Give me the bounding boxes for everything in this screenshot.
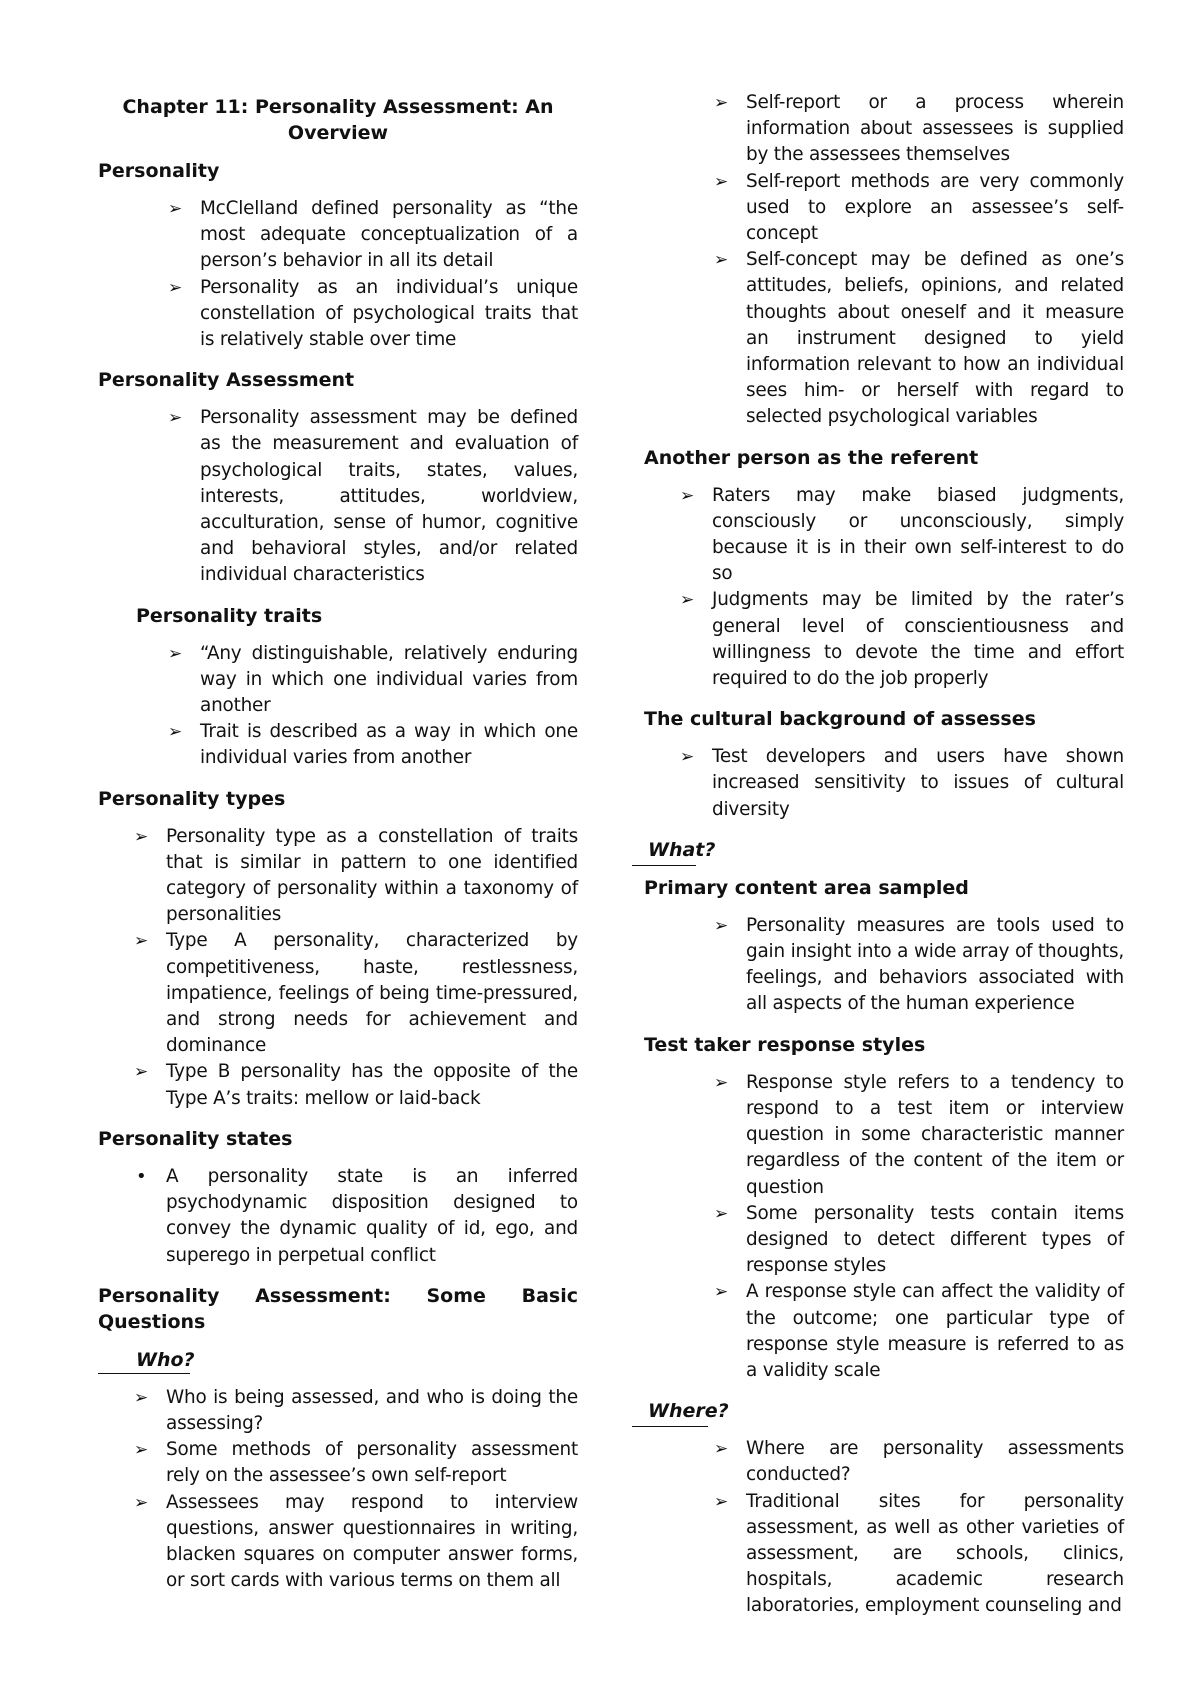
heading-cultural-background: The cultural background of assesses xyxy=(644,708,1036,731)
question-what: What? xyxy=(648,838,716,861)
heading-personality-types: Personality types xyxy=(98,787,286,810)
left-column xyxy=(98,90,578,1608)
list-item: ➢ McClelland defined personality as “the most adequate conceptualization of a person’s behavior in all its detail xyxy=(168,198,578,272)
list-item: ➢ “Any distinguishable, relatively enduring way in which one individual varies from another xyxy=(168,642,578,717)
response-list xyxy=(644,1070,1124,1384)
list-item: ➢ Some methods of personality assessment rely on the assessee’s own self-report xyxy=(134,1439,578,1487)
arrow-bullet-icon: ➢ xyxy=(680,485,695,506)
heading-personality-traits: Personality traits xyxy=(136,604,323,627)
arrow-bullet-icon: ➢ xyxy=(134,1062,149,1083)
dot-bullet-icon: • xyxy=(136,1165,147,1187)
list-item: ➢ Who is being assessed, and who is doing the assessing? xyxy=(134,1386,578,1434)
arrow-bullet-icon: ➢ xyxy=(168,408,183,429)
personality-list xyxy=(98,196,578,353)
chapter-title: Chapter 11: Personality Assessment: An Overview xyxy=(122,96,554,144)
list-item: • A personality state is an inferred psychodynamic disposition designed to convey the dynamic quality of id, ego, and superego in perpetual conflict xyxy=(136,1165,578,1266)
list-item: ➢ Personality as an individual’s unique constellation of psychological traits that is relatively stable over time xyxy=(168,276,578,351)
arrow-bullet-icon: ➢ xyxy=(134,826,149,847)
arrow-bullet-icon: ➢ xyxy=(714,250,729,271)
list-item: ➢ Raters may make biased judgments, consciously or unconsciously, simply because it is in their own self-interest to do so xyxy=(680,484,1124,585)
list-item: ➢ Judgments may be limited by the rater’s general level of conscientiousness and willingness to devote the time and effort required to do the job properly xyxy=(680,589,1124,690)
list-item: ➢ Trait is described as a way in which one individual varies from another xyxy=(168,721,578,769)
arrow-bullet-icon: ➢ xyxy=(168,199,183,219)
arrow-bullet-icon: ➢ xyxy=(134,931,149,952)
list-item: ➢ Self-concept may be defined as one’s attitudes, beliefs, opinions, and related thoughts about oneself and it measure an instrument designed to yield information relevant to how an individual sees him- or herself with regard to selected psychological variables xyxy=(714,249,1124,428)
where-underline xyxy=(632,1426,708,1427)
list-item: ➢ Assessees may respond to interview questions, answer questionnaires in writing, blacken squares on computer answer forms, or sort cards with various terms on them all xyxy=(134,1491,578,1592)
heading-personality-states: Personality states xyxy=(98,1127,293,1150)
list-item: ➢ Self-report methods are very commonly used to explore an assessee’s self-concept xyxy=(714,170,1124,245)
list-item: ➢ Test developers and users have shown increased sensitivity to issues of cultural diversity xyxy=(680,746,1124,820)
self-report-list xyxy=(644,90,1124,431)
where-list xyxy=(644,1436,1124,1619)
list-item: ➢ Type B personality has the opposite of the Type A’s traits: mellow or laid-back xyxy=(134,1061,578,1109)
arrow-bullet-icon: ➢ xyxy=(714,1203,729,1224)
arrow-bullet-icon: ➢ xyxy=(168,722,183,743)
types-list xyxy=(98,824,578,1112)
arrow-bullet-icon: ➢ xyxy=(680,747,695,768)
list-item: ➢ Self-report or a process wherein information about assessees is supplied by the assessees themselves xyxy=(714,92,1124,166)
arrow-bullet-icon: ➢ xyxy=(714,171,729,192)
list-item: ➢ Where are personality assessments conducted? xyxy=(714,1438,1124,1486)
arrow-bullet-icon: ➢ xyxy=(134,1387,149,1408)
list-item: ➢ Response style refers to a tendency to respond to a test item or interview question in some characteristic manner regardless of the content of the item or question xyxy=(714,1071,1124,1198)
assessment-list xyxy=(98,405,578,588)
right-column xyxy=(644,90,1124,1634)
arrow-bullet-icon: ➢ xyxy=(168,277,183,298)
list-item: ➢ Some personality tests contain items designed to detect different types of response styles xyxy=(714,1202,1124,1277)
arrow-bullet-icon: ➢ xyxy=(714,915,729,936)
arrow-bullet-icon: ➢ xyxy=(714,1072,729,1093)
list-item: ➢ A response style can affect the validity of the outcome; one particular type of response style measure is referred to as a validity scale xyxy=(714,1281,1124,1381)
list-item: ➢ Traditional sites for personality assessment, as well as other varieties of assessment, are schools, clinics, hospitals, academic research laboratories, employment counseling and xyxy=(714,1490,1124,1617)
what-underline xyxy=(632,865,696,866)
question-where: Where? xyxy=(648,1400,729,1423)
arrow-bullet-icon: ➢ xyxy=(714,1439,729,1460)
list-item: ➢ Personality type as a constellation of traits that is similar in pattern to one identified category of personality within a taxonomy of personalities xyxy=(134,825,578,926)
arrow-bullet-icon: ➢ xyxy=(134,1492,149,1513)
arrow-bullet-icon: ➢ xyxy=(680,590,695,611)
question-who: Who? xyxy=(136,1348,195,1371)
heading-basic-questions: Personality Assessment: Some Basic Questions xyxy=(98,1284,578,1333)
heading-personality-assessment: Personality Assessment xyxy=(98,369,355,392)
traits-list xyxy=(98,641,578,772)
arrow-bullet-icon: ➢ xyxy=(134,1440,149,1461)
heading-another-person: Another person as the referent xyxy=(644,446,979,469)
who-list xyxy=(98,1385,578,1595)
list-item: ➢ Personality measures are tools used to gain insight into a wide array of thoughts, feelings, and behaviors associated with all aspects of the human experience xyxy=(714,914,1124,1015)
content-list xyxy=(644,913,1124,1018)
heading-response-styles: Test taker response styles xyxy=(644,1033,926,1056)
arrow-bullet-icon: ➢ xyxy=(714,1282,729,1303)
referent-list xyxy=(644,483,1124,693)
arrow-bullet-icon: ➢ xyxy=(168,643,183,664)
states-list xyxy=(98,1164,578,1269)
list-item: ➢ Type A personality, characterized by competitiveness, haste, restlessness, impatience, feelings of being time-pressured, and strong needs for achievement and dominance xyxy=(134,930,578,1057)
heading-personality: Personality xyxy=(98,160,220,182)
who-underline xyxy=(98,1373,190,1374)
arrow-bullet-icon: ➢ xyxy=(714,1491,729,1512)
arrow-bullet-icon: ➢ xyxy=(714,93,729,113)
heading-primary-content: Primary content area sampled xyxy=(644,876,969,899)
list-item: ➢ Personality assessment may be defined as the measurement and evaluation of psychological traits, states, values, interests, attitudes, worldview, acculturation, sense of humor, cognitive and behavioral styles, and/or related individual characteristics xyxy=(168,407,578,586)
cultural-list xyxy=(644,744,1124,823)
